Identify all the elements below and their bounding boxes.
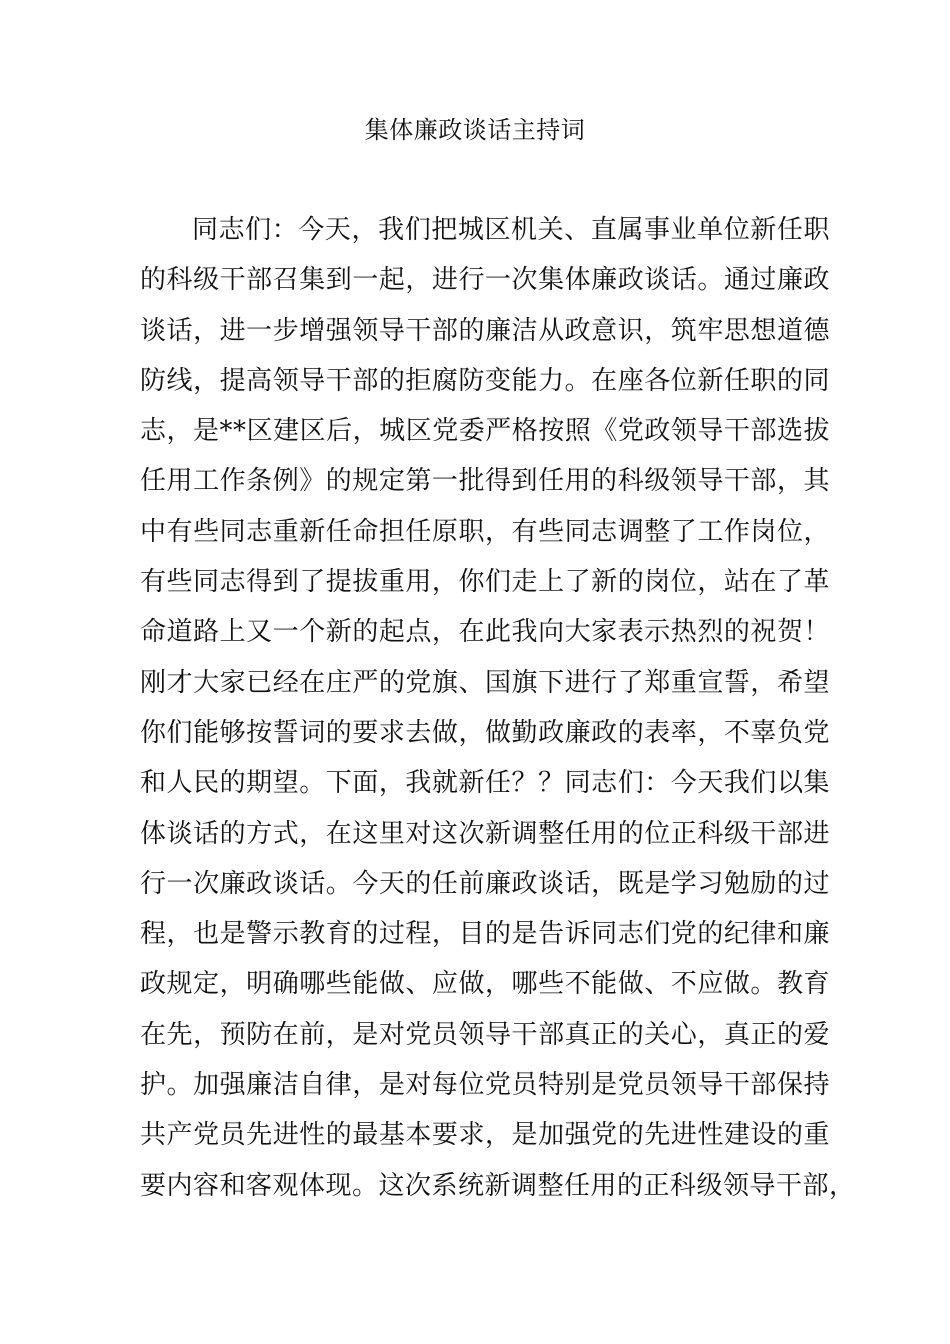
body-line: 体谈话的方式，在这里对这次新调整任用的位正科级干部进 <box>140 818 830 849</box>
body-line: 和人民的期望。下面，我就新任？？同志们：今天我们以集 <box>140 768 830 799</box>
body-line: 防线，提高领导干部的拒腐防变能力。在座各位新任职的同 <box>140 365 830 396</box>
body-line: 程，也是警示教育的过程，目的是告诉同志们党的纪律和廉 <box>140 919 830 950</box>
body-line: 任用工作条例》的规定第一批得到任用的科级领导干部，其 <box>140 466 830 497</box>
body-line: 有些同志得到了提拔重用，你们走上了新的岗位，站在了革 <box>140 567 830 598</box>
body-line: 在先，预防在前，是对党员领导干部真正的关心，真正的爱 <box>140 1019 830 1050</box>
document-body <box>140 205 856 1211</box>
body-line: 中有些同志重新任命担任原职，有些同志调整了工作岗位， <box>140 516 830 547</box>
body-line: 同志们：今天，我们把城区机关、直属事业单位新任职 <box>192 215 830 245</box>
body-line: 谈话，进一步增强领导干部的廉洁从政意识，筑牢思想道德 <box>140 315 830 346</box>
body-line: 共产党员先进性的最基本要求，是加强党的先进性建设的重 <box>140 1120 830 1151</box>
document-title: 集体廉政谈话主持词 <box>364 116 586 144</box>
body-line: 行一次廉政谈话。今天的任前廉政谈话，既是学习勉励的过 <box>140 868 830 899</box>
body-line: 你们能够按誓词的要求去做，做勤政廉政的表率，不辜负党 <box>140 717 830 748</box>
body-line: 志，是**区建区后，城区党委严格按照《党政领导干部选拔 <box>140 416 830 447</box>
body-line: 要内容和客观体现。这次系统新调整任用的正科级领导干部， <box>140 1170 856 1201</box>
body-line: 刚才大家已经在庄严的党旗、国旗下进行了郑重宣誓，希望 <box>140 667 830 698</box>
body-line: 命道路上又一个新的起点，在此我向大家表示热烈的祝贺！ <box>140 617 830 648</box>
body-line: 护。加强廉洁自律，是对每位党员特别是党员领导干部保持 <box>140 1070 830 1101</box>
body-line: 政规定，明确哪些能做、应做，哪些不能做、不应做。教育 <box>140 969 830 1000</box>
body-line: 的科级干部召集到一起，进行一次集体廉政谈话。通过廉政 <box>140 265 830 296</box>
